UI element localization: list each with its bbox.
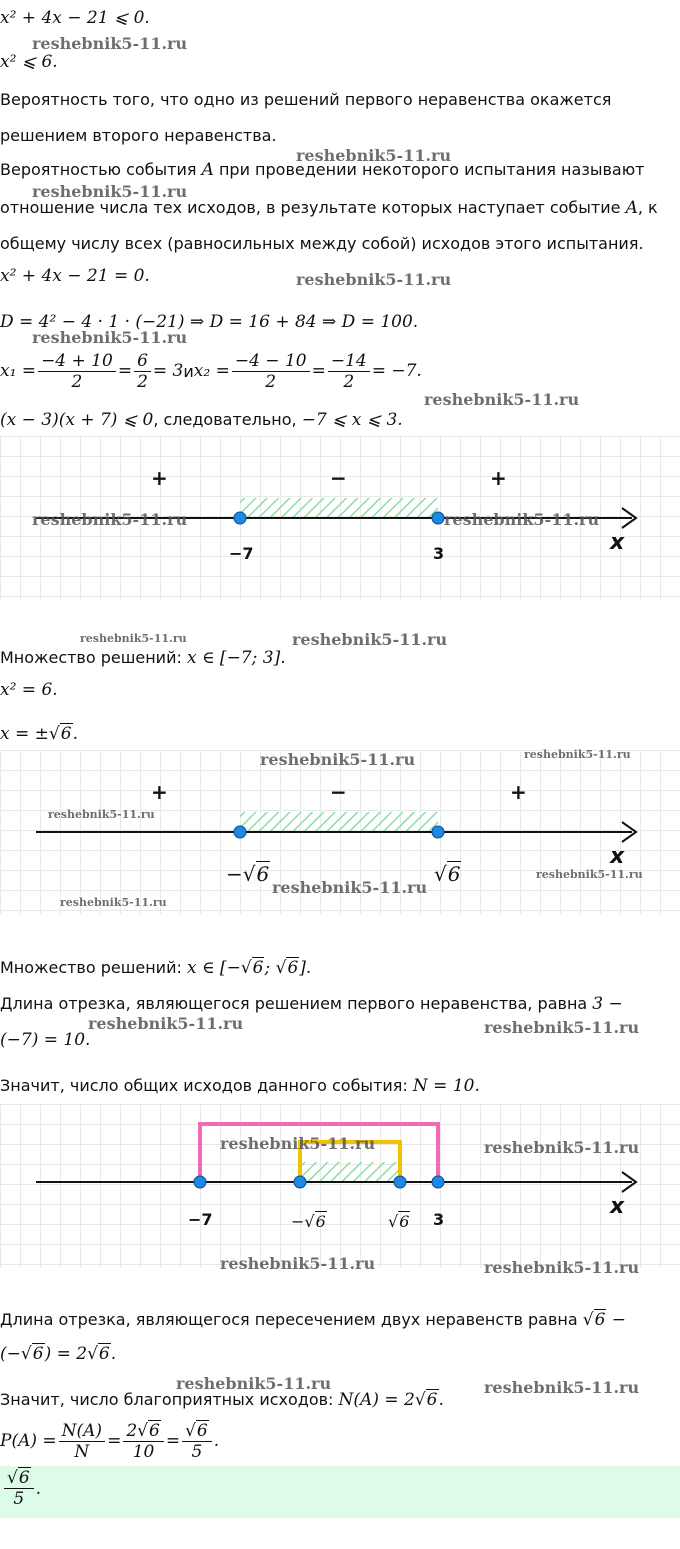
period: . bbox=[35, 1478, 42, 1499]
watermark: reshebnik5-11.ru bbox=[32, 34, 188, 53]
watermark: reshebnik5-11.ru bbox=[536, 868, 643, 881]
sqrt: √6 bbox=[240, 958, 264, 978]
interval-end: ]. bbox=[299, 958, 312, 978]
label-sqrt6 bbox=[434, 862, 461, 886]
label-minus-sqrt6 bbox=[291, 1212, 327, 1231]
hatched-region bbox=[240, 812, 438, 832]
denominator: 2 bbox=[265, 371, 277, 392]
label-3: 3 bbox=[433, 1210, 445, 1229]
roots-line bbox=[0, 346, 422, 396]
watermark: reshebnik5-11.ru bbox=[32, 510, 188, 529]
p-lhs: P(A) = bbox=[0, 1431, 57, 1451]
radicand: 6 bbox=[148, 1420, 160, 1441]
radicand: 6 bbox=[256, 862, 270, 886]
sqrt: √6 bbox=[582, 1310, 606, 1330]
definition-text: , к bbox=[637, 198, 658, 217]
factor-text: , следовательно, bbox=[153, 410, 302, 429]
sign-plus: + bbox=[151, 466, 168, 490]
solution-interval: x ∈ [−7; 3]. bbox=[186, 648, 286, 668]
point-3 bbox=[432, 512, 444, 524]
equals: = bbox=[107, 1431, 122, 1451]
watermark: reshebnik5-11.ru bbox=[32, 182, 188, 201]
definition-text: Вероятностью события bbox=[0, 160, 202, 179]
expr-part: ) = 2 bbox=[44, 1344, 88, 1364]
expr-part: N(A) = 2 bbox=[338, 1390, 415, 1410]
total-text: Значит, число общих исходов данного события: bbox=[0, 1076, 413, 1095]
length-2-line-1 bbox=[0, 1310, 626, 1330]
sign-plus: + bbox=[490, 466, 507, 490]
minus: − bbox=[291, 1212, 305, 1231]
radicand: 6 bbox=[18, 1468, 30, 1488]
numerator bbox=[182, 1421, 212, 1442]
numerator: −4 − 10 bbox=[232, 351, 310, 372]
sign-minus: − bbox=[330, 466, 347, 490]
hatched-region bbox=[300, 1162, 400, 1182]
definition-text: при проведении некоторого испытания называют bbox=[213, 160, 645, 179]
point-minus-7 bbox=[194, 1176, 206, 1188]
radicand: 6 bbox=[196, 1420, 208, 1441]
total-outcomes bbox=[0, 1076, 480, 1096]
watermark: reshebnik5-11.ru bbox=[80, 632, 187, 645]
sign-minus: − bbox=[330, 780, 347, 804]
fraction bbox=[328, 351, 370, 392]
fraction bbox=[182, 1421, 212, 1462]
interval-start: x ∈ [− bbox=[186, 958, 241, 978]
factor-expr: (x − 3)(x + 7) ⩽ 0 bbox=[0, 410, 154, 430]
denominator: 2 bbox=[343, 371, 355, 392]
axis-label-x: x bbox=[610, 844, 625, 869]
sol-prefix: x = ± bbox=[0, 724, 49, 744]
expr-part: (− bbox=[0, 1344, 21, 1364]
axis-label-x: x bbox=[610, 530, 625, 555]
equals: = −7. bbox=[371, 361, 422, 381]
watermark: reshebnik5-11.ru bbox=[296, 270, 452, 289]
watermark: reshebnik5-11.ru bbox=[32, 328, 188, 347]
fraction bbox=[38, 351, 116, 392]
favorable-text: Значит, число благоприятных исходов: bbox=[0, 1390, 339, 1409]
equals: = 3 bbox=[152, 361, 184, 381]
label-3: 3 bbox=[433, 544, 445, 563]
numerator: −14 bbox=[328, 351, 370, 372]
radicand: 6 bbox=[287, 958, 299, 978]
watermark: reshebnik5-11.ru bbox=[272, 878, 428, 897]
equals: = bbox=[117, 361, 133, 381]
radicand: 6 bbox=[252, 958, 264, 978]
point-sqrt6 bbox=[432, 826, 444, 838]
denominator: 5 bbox=[13, 1489, 25, 1509]
radicand: 6 bbox=[60, 724, 72, 744]
sqrt: √6 bbox=[242, 862, 270, 886]
sqrt: √6 bbox=[304, 1212, 326, 1231]
fraction bbox=[4, 1468, 34, 1509]
expr-part: . bbox=[110, 1344, 117, 1364]
fraction bbox=[232, 351, 310, 392]
root-x2: x₂ = bbox=[193, 361, 230, 381]
fraction bbox=[123, 1421, 164, 1462]
probability-formula bbox=[0, 1416, 219, 1466]
watermark: reshebnik5-11.ru bbox=[484, 1018, 640, 1037]
watermark: reshebnik5-11.ru bbox=[424, 390, 580, 409]
answer-value bbox=[2, 1468, 41, 1509]
number-line-svg bbox=[0, 1104, 680, 1268]
length-text: Длина отрезка, являющегося решением первого неравенства, равна bbox=[0, 994, 593, 1013]
sign-plus: + bbox=[510, 780, 527, 804]
sqrt: √6 bbox=[275, 958, 299, 978]
denominator: 5 bbox=[191, 1441, 203, 1462]
separator: ; bbox=[264, 958, 276, 978]
point-minus-7 bbox=[234, 512, 246, 524]
minus: − bbox=[226, 862, 243, 886]
label-minus-7: −7 bbox=[229, 544, 254, 563]
minus: − bbox=[606, 1310, 627, 1330]
denominator: 2 bbox=[71, 371, 83, 392]
sign-plus: + bbox=[151, 780, 168, 804]
length-expr bbox=[583, 1309, 626, 1330]
watermark: reshebnik5-11.ru bbox=[88, 1014, 244, 1033]
solution-text: Множество решений: bbox=[0, 958, 187, 977]
solution-interval bbox=[187, 957, 311, 978]
sqrt: √6 bbox=[87, 1344, 110, 1364]
watermark: reshebnik5-11.ru bbox=[484, 1378, 640, 1397]
radicand: 6 bbox=[32, 1344, 44, 1364]
factor-line bbox=[0, 410, 403, 430]
watermark: reshebnik5-11.ru bbox=[524, 748, 631, 761]
watermark: reshebnik5-11.ru bbox=[60, 896, 167, 909]
watermark: reshebnik5-11.ru bbox=[176, 1374, 332, 1393]
solution-text: Множество решений: bbox=[0, 648, 187, 667]
denominator: 10 bbox=[132, 1441, 155, 1462]
conjunction: и bbox=[183, 361, 194, 381]
point-3 bbox=[432, 1176, 444, 1188]
answer-box bbox=[0, 1466, 680, 1518]
definition-line-2 bbox=[0, 198, 658, 218]
definition-text: отношение числа тех исходов, в результате которых наступает событие bbox=[0, 198, 626, 217]
equals: = bbox=[165, 1431, 181, 1451]
favorable-outcomes bbox=[0, 1390, 444, 1410]
watermark: reshebnik5-11.ru bbox=[48, 808, 155, 821]
sqrt: √6 bbox=[48, 724, 72, 744]
solution-set-2 bbox=[0, 958, 311, 978]
expr-part: . bbox=[438, 1390, 444, 1410]
numerator bbox=[4, 1468, 34, 1489]
length-2-line-2 bbox=[0, 1344, 116, 1364]
definition-line-3: общему числу всех (равносильных между собой) исходов этого испытания. bbox=[0, 234, 644, 253]
coef: 2 bbox=[126, 1420, 138, 1441]
numerator: N(A) bbox=[59, 1421, 105, 1442]
watermark: reshebnik5-11.ru bbox=[484, 1138, 640, 1157]
fraction bbox=[134, 351, 151, 392]
probability-text-2: решением второго неравенства. bbox=[0, 126, 277, 145]
watermark: reshebnik5-11.ru bbox=[220, 1254, 376, 1273]
point-minus-sqrt6 bbox=[294, 1176, 306, 1188]
inequality-1: x² + 4x − 21 ⩽ 0. bbox=[0, 8, 150, 28]
event-var: A bbox=[625, 198, 638, 218]
number-line-diagram-3 bbox=[0, 1104, 680, 1268]
watermark: reshebnik5-11.ru bbox=[220, 1134, 376, 1153]
radicand: 6 bbox=[594, 1310, 606, 1330]
axis-label-x: x bbox=[610, 1194, 625, 1219]
denominator: 2 bbox=[137, 371, 148, 392]
numerator: −4 + 10 bbox=[38, 351, 116, 372]
numerator bbox=[123, 1421, 164, 1442]
length-expr: 3 − bbox=[592, 994, 623, 1014]
radicand: 6 bbox=[315, 1212, 326, 1231]
point-minus-sqrt6 bbox=[234, 826, 246, 838]
sqrt: √6 bbox=[388, 1212, 410, 1231]
length-1-line-1 bbox=[0, 994, 623, 1014]
watermark: reshebnik5-11.ru bbox=[484, 1258, 640, 1277]
radicand: 6 bbox=[399, 1212, 410, 1231]
watermark: reshebnik5-11.ru bbox=[292, 630, 448, 649]
solution-set-1 bbox=[0, 648, 286, 668]
watermark: reshebnik5-11.ru bbox=[444, 510, 600, 529]
total-expr: N = 10. bbox=[412, 1076, 480, 1096]
sqrt: √6 bbox=[20, 1344, 44, 1364]
favorable-expr bbox=[339, 1389, 444, 1410]
equation-2-solution: x = ±√6. bbox=[0, 724, 78, 744]
denominator: N bbox=[74, 1441, 90, 1462]
watermark: reshebnik5-11.ru bbox=[260, 750, 416, 769]
probability-text-1: Вероятность того, что одно из решений первого неравенства окажется bbox=[0, 90, 612, 109]
equation-2: x² = 6. bbox=[0, 680, 58, 700]
label-minus-7: −7 bbox=[188, 1210, 213, 1229]
root-x1: x₁ = bbox=[0, 361, 37, 381]
sqrt: √6 bbox=[7, 1468, 30, 1488]
radicand: 6 bbox=[426, 1390, 438, 1410]
radicand: 6 bbox=[447, 862, 461, 886]
sqrt: √6 bbox=[414, 1390, 438, 1410]
watermark: reshebnik5-11.ru bbox=[296, 146, 452, 165]
length-text: Длина отрезка, являющегося пересечением двух неравенств равна bbox=[0, 1310, 583, 1329]
discriminant: D = 4² − 4 · 1 · (−21) ⇒ D = 16 + 84 ⇒ D = 100. bbox=[0, 312, 419, 332]
event-var: A bbox=[201, 160, 214, 180]
equation-1: x² + 4x − 21 = 0. bbox=[0, 266, 150, 286]
sqrt: √6 bbox=[137, 1420, 160, 1441]
numerator: 6 bbox=[134, 351, 151, 372]
sqrt: √6 bbox=[185, 1420, 208, 1441]
label-sqrt6 bbox=[388, 1212, 410, 1231]
radicand: 6 bbox=[98, 1344, 110, 1364]
hatched-region bbox=[240, 498, 438, 518]
length-1-line-2: (−7) = 10. bbox=[0, 1030, 91, 1050]
period: . bbox=[213, 1431, 220, 1451]
fraction bbox=[59, 1421, 105, 1462]
label-minus-sqrt6 bbox=[226, 862, 270, 886]
sqrt: √6 bbox=[434, 862, 461, 886]
factor-range: −7 ⩽ x ⩽ 3. bbox=[301, 410, 403, 430]
equals: = bbox=[311, 361, 326, 381]
inequality-2: x² ⩽ 6. bbox=[0, 52, 58, 72]
point-sqrt6 bbox=[394, 1176, 406, 1188]
